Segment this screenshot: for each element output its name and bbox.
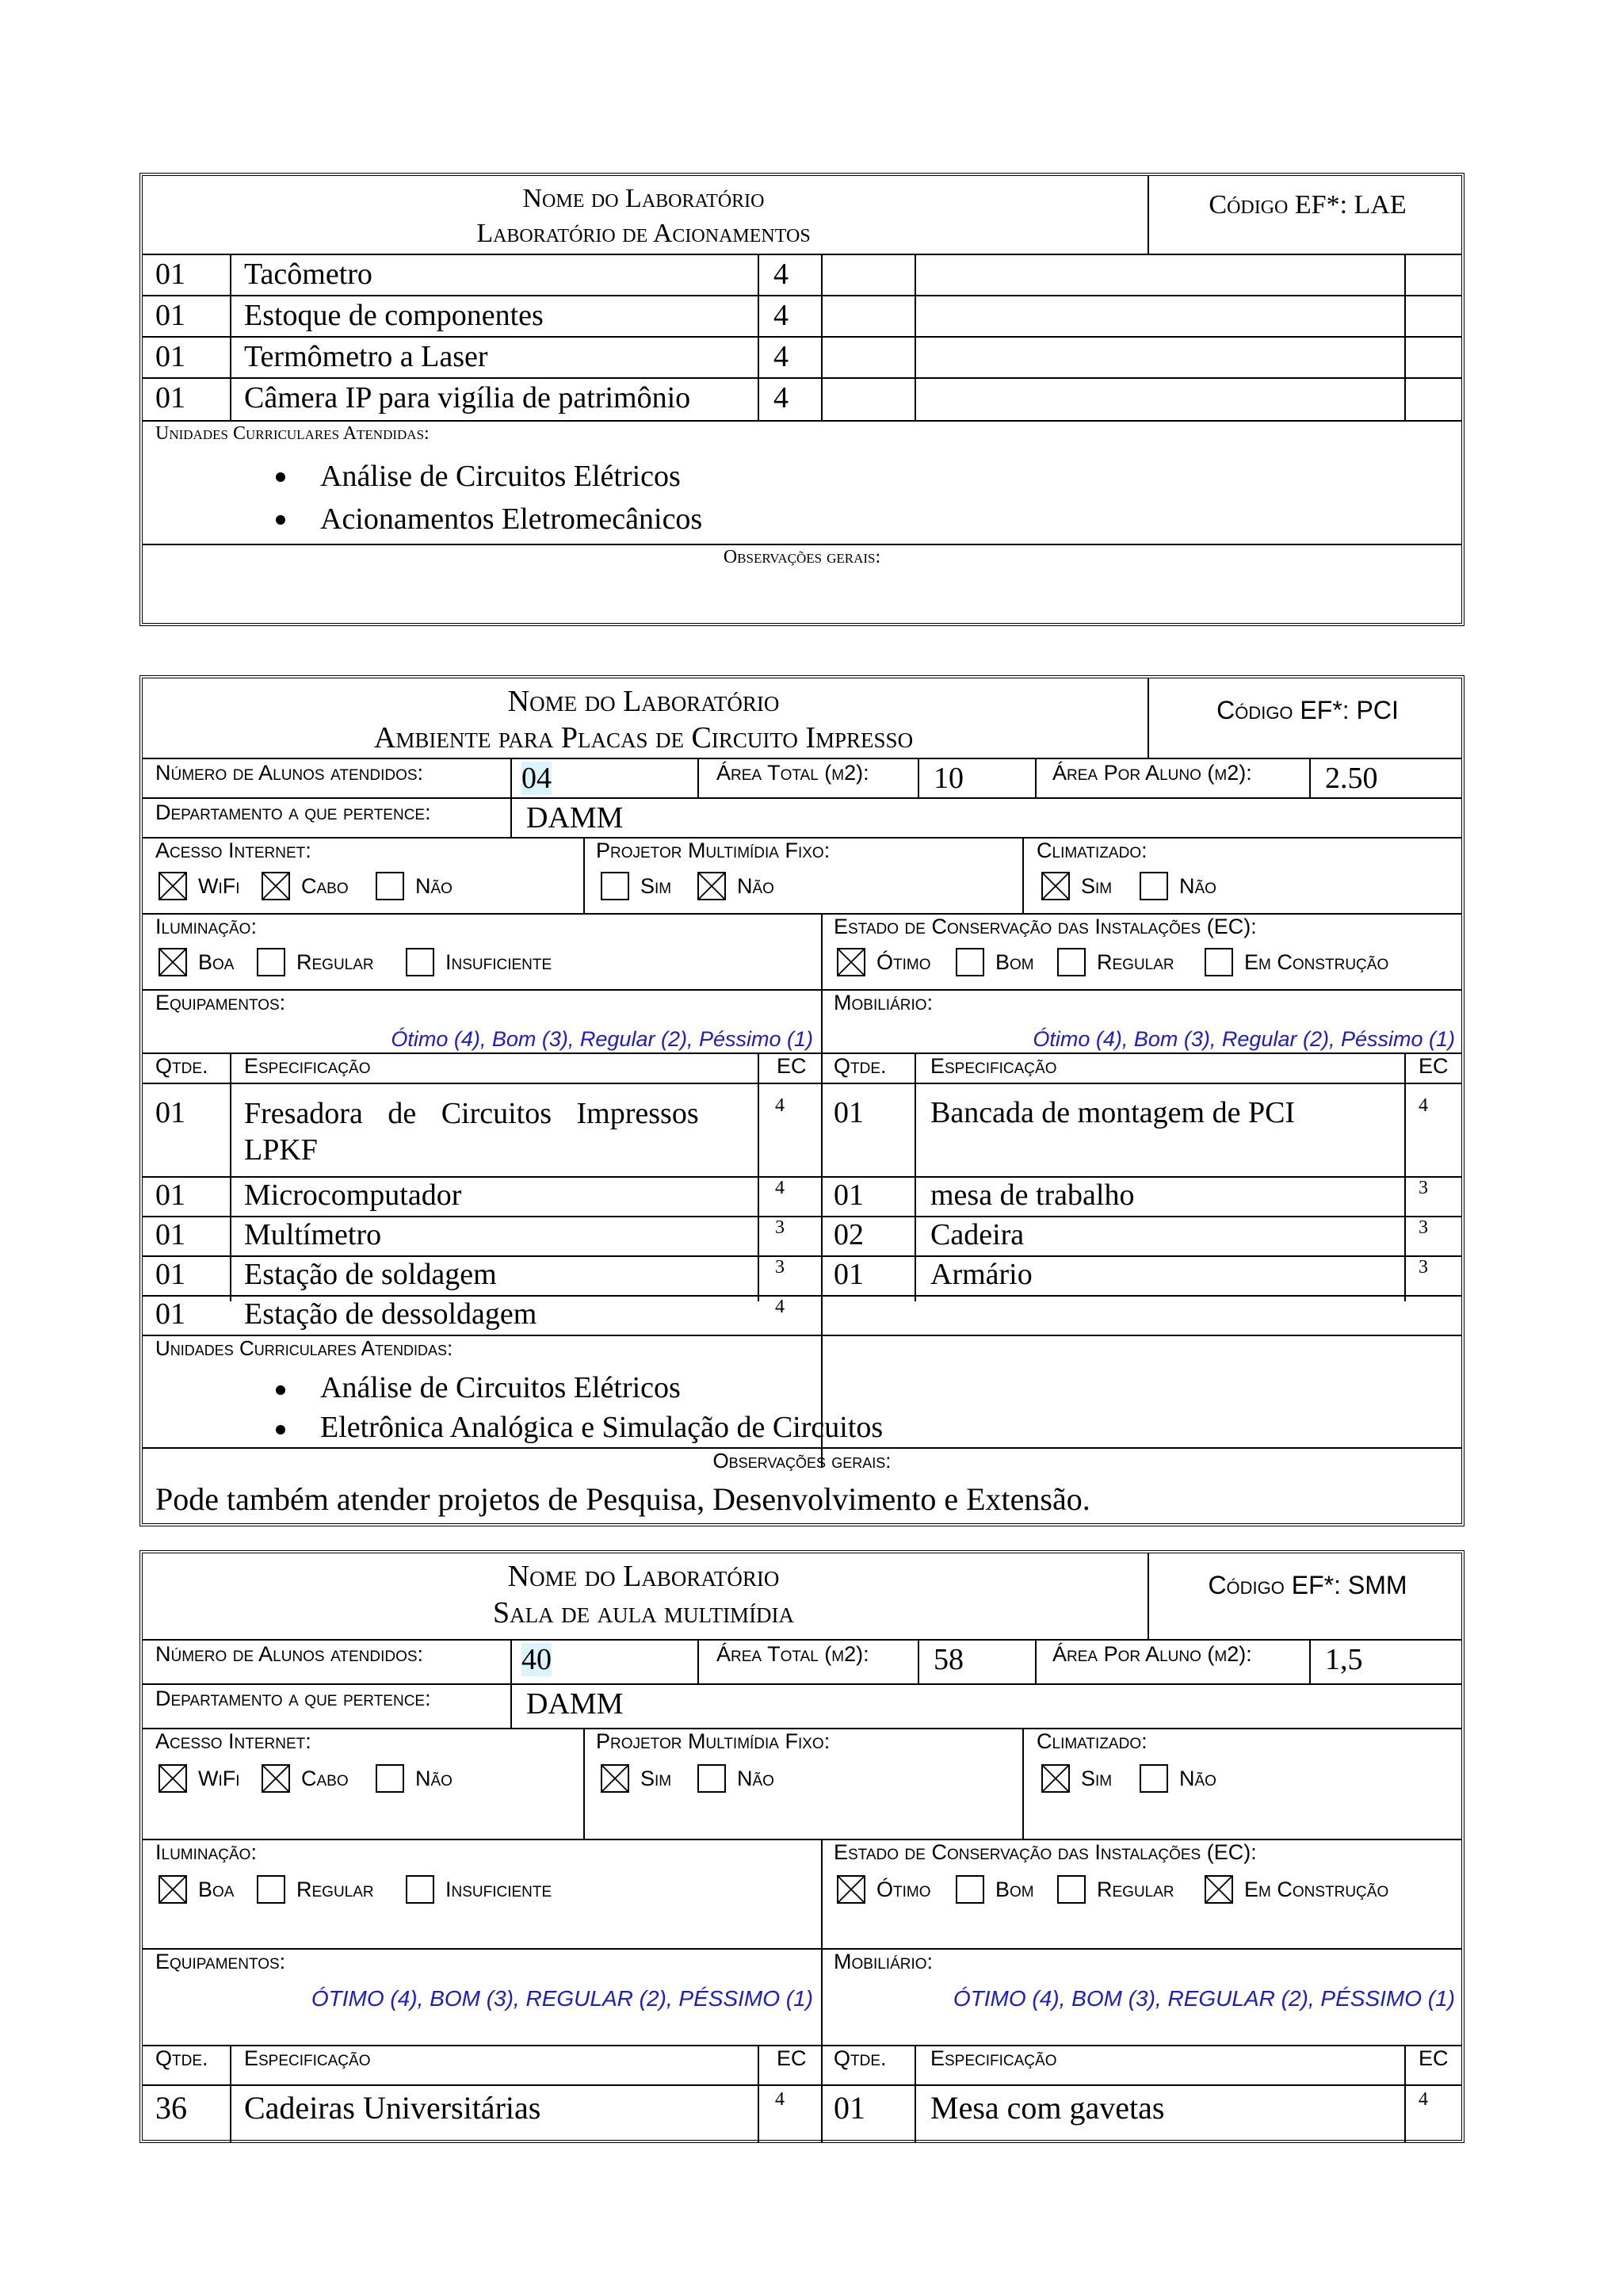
lab-code: Código EF*: SMM	[1208, 1571, 1407, 1599]
climate-label: Climatizado:	[1037, 1729, 1148, 1753]
col-ec: EC	[777, 2046, 807, 2070]
equipment-qty: 01	[155, 1179, 185, 1212]
lighting-boa-option[interactable]: Boa	[158, 1875, 234, 1904]
furniture-spec: Mesa com gavetas	[930, 2090, 1165, 2126]
internet-wifi-option[interactable]: WiFi	[158, 872, 240, 900]
equipment-ec: 4	[775, 1178, 785, 1198]
checkbox-empty-icon[interactable]	[956, 948, 984, 976]
lab-card-lae	[139, 173, 1465, 626]
checkbox-checked-icon[interactable]	[158, 872, 187, 900]
equipment-spec: Câmera IP para vigília de patrimônio	[244, 381, 691, 415]
checkbox-empty-icon[interactable]	[1057, 948, 1086, 976]
equipment-spec: Estoque de componentes	[244, 299, 544, 332]
equipment-qty: 36	[155, 2090, 187, 2126]
checkbox-checked-icon[interactable]	[158, 1875, 187, 1904]
col-qty: Qtde.	[834, 1054, 887, 1078]
dept-label: Departamento a que pertence:	[155, 1687, 431, 1710]
col-ec: EC	[1419, 1054, 1449, 1078]
internet-nao-option[interactable]: Não	[376, 872, 453, 900]
equipment-ec: 4	[775, 1297, 785, 1317]
observations-label: Observações gerais:	[712, 1449, 892, 1473]
furniture-qty: 01	[834, 1096, 864, 1129]
equipment-ec: 4	[775, 2089, 785, 2110]
lab-heading: Nome do Laboratório	[507, 685, 780, 718]
checkbox-empty-icon[interactable]	[406, 1875, 434, 1904]
equipment-spec: Termômetro a Laser	[244, 340, 488, 373]
dept-value: DAMM	[526, 801, 624, 835]
lab-name: Sala de aula multimídia	[492, 1596, 795, 1629]
climate-sim-option[interactable]: Sim	[1041, 872, 1112, 900]
furniture-spec: Armário	[930, 1258, 1033, 1291]
lighting-boa-option[interactable]: Boa	[158, 948, 234, 976]
lighting-regular-option[interactable]: Regular	[257, 1875, 374, 1904]
furniture-spec: mesa de trabalho	[930, 1179, 1135, 1212]
furniture-label: Mobiliário:	[834, 1950, 934, 1973]
equipment-spec: Estação de soldagem	[244, 1258, 497, 1291]
lab-card-pci	[139, 675, 1465, 1526]
state-em-construcao-option[interactable]: Em Construção	[1205, 1875, 1388, 1904]
state-otimo-option[interactable]: Ótimo	[837, 1875, 931, 1904]
equipment-spec: Microcomputador	[244, 1179, 462, 1212]
checkbox-empty-icon[interactable]	[1057, 1875, 1086, 1904]
checkbox-checked-icon[interactable]	[1205, 1875, 1233, 1904]
checkbox-empty-icon[interactable]	[956, 1875, 984, 1904]
furniture-label: Mobiliário:	[834, 991, 934, 1014]
equipment-qty: 01	[155, 340, 185, 373]
checkbox-checked-icon[interactable]	[601, 1764, 629, 1793]
lab-card-smm	[139, 1550, 1465, 2143]
climate-nao-option[interactable]: Não	[1140, 872, 1216, 900]
observations-text: Pode também atender projetos de Pesquisa, Desenvolvimento e Extensão.	[155, 1481, 1090, 1517]
lab-name: Ambiente para Placas de Circuito Impresso	[373, 721, 914, 755]
area-value: 10	[934, 762, 964, 795]
lighting-label: Iluminação:	[155, 915, 257, 938]
equipment-ec: 4	[775, 1095, 785, 1116]
state-label: Estado de Conservação das Instalações (EC):	[834, 1840, 1257, 1864]
checkbox-checked-icon[interactable]	[1041, 872, 1070, 900]
checkbox-checked-icon[interactable]	[1041, 1764, 1070, 1793]
equipment-ec: 4	[773, 340, 789, 373]
checkbox-empty-icon[interactable]	[1205, 948, 1233, 976]
furniture-ec: 4	[1419, 1095, 1428, 1116]
internet-cabo-option[interactable]: Cabo	[262, 872, 349, 900]
state-bom-option[interactable]: Bom	[956, 948, 1034, 976]
students-label: Número de Alunos atendidos:	[155, 761, 424, 785]
checkbox-checked-icon[interactable]	[697, 872, 726, 900]
equipment-ec: 3	[775, 1217, 785, 1238]
equipment-qty: 01	[155, 1218, 185, 1251]
furniture-spec: Bancada de montagem de PCI	[930, 1096, 1296, 1129]
area-per-label: Área Por Aluno (m2):	[1052, 761, 1252, 785]
unit-item: Acionamentos Eletromecânicos	[206, 498, 702, 541]
state-regular-option[interactable]: Regular	[1057, 1875, 1174, 1904]
furniture-scale: ÓTIMO (4), BOM (3), REGULAR (2), PÉSSIMO (1)	[953, 1986, 1455, 2011]
unit-item: Análise de Circuitos Elétricos	[206, 455, 702, 498]
equipment-ec: 4	[773, 299, 789, 332]
col-ec: EC	[777, 1054, 807, 1078]
col-ec: EC	[1419, 2046, 1449, 2070]
furniture-qty: 01	[834, 1179, 864, 1212]
equipment-spec	[244, 1095, 740, 1168]
col-qty: Qtde.	[155, 1054, 208, 1078]
internet-label: Acesso Internet:	[155, 839, 311, 862]
equipment-spec-line: LPKF	[244, 1133, 318, 1167]
students-value: 04	[521, 762, 552, 795]
projector-sim-option[interactable]: Sim	[601, 1764, 671, 1793]
projector-label: Projetor Multimídia Fixo:	[596, 839, 831, 862]
projector-nao-option[interactable]: Não	[697, 1764, 774, 1793]
state-otimo-option[interactable]: Ótimo	[837, 948, 931, 976]
internet-label: Acesso Internet:	[155, 1729, 311, 1753]
lab-heading: Nome do Laboratório	[522, 184, 765, 213]
equipment-label: Equipamentos:	[155, 1950, 286, 1973]
checkbox-checked-icon[interactable]	[158, 948, 187, 976]
students-value: 40	[521, 1643, 552, 1676]
checkbox-empty-icon[interactable]	[601, 872, 629, 900]
unit-item: Análise de Circuitos Elétricos	[206, 1368, 883, 1408]
checkbox-checked-icon[interactable]	[262, 1764, 290, 1793]
area-value: 58	[934, 1643, 964, 1676]
lighting-insuficiente-option[interactable]: Insuficiente	[406, 1875, 552, 1904]
checkbox-empty-icon[interactable]	[376, 872, 404, 900]
checkbox-checked-icon[interactable]	[837, 948, 865, 976]
equipment-scale: Ótimo (4), Bom (3), Regular (2), Péssimo (1)	[391, 1027, 813, 1051]
equipment-ec: 4	[773, 381, 789, 415]
equipment-ec: 4	[773, 258, 789, 291]
equipment-spec: Estação de dessoldagem	[244, 1297, 537, 1331]
equipment-label: Equipamentos:	[155, 991, 286, 1014]
unit-item: Eletrônica Analógica e Simulação de Circuitos	[206, 1408, 883, 1447]
furniture-ec: 3	[1419, 1178, 1428, 1198]
lab-code: Código EF*: LAE	[1209, 190, 1407, 220]
area-per-value: 1,5	[1325, 1643, 1363, 1676]
internet-wifi-option[interactable]: WiFi	[158, 1764, 240, 1793]
area-per-label: Área Por Aluno (m2):	[1052, 1642, 1252, 1666]
furniture-qty: 01	[834, 2090, 865, 2126]
lighting-label: Iluminação:	[155, 1840, 257, 1864]
checkbox-empty-icon[interactable]	[406, 948, 434, 976]
state-label: Estado de Conservação das Instalações (EC):	[834, 915, 1257, 938]
internet-nao-option[interactable]: Não	[376, 1764, 453, 1793]
equipment-spec-line: Fresadora de Circuitos Impressos	[244, 1097, 699, 1130]
furniture-spec: Cadeira	[930, 1218, 1025, 1251]
equipment-qty: 01	[155, 258, 185, 291]
climate-sim-option[interactable]: Sim	[1041, 1764, 1112, 1793]
state-em-construcao-option[interactable]: Em Construção	[1205, 948, 1388, 976]
furniture-qty: 02	[834, 1218, 864, 1251]
equipment-spec: Multímetro	[244, 1218, 382, 1251]
furniture-ec: 4	[1419, 2089, 1428, 2110]
col-spec: Especificação	[244, 1054, 371, 1078]
dept-label: Departamento a que pertence:	[155, 800, 431, 824]
equipment-qty: 01	[155, 1096, 185, 1129]
checkbox-empty-icon[interactable]	[257, 948, 285, 976]
lighting-regular-option[interactable]: Regular	[257, 948, 374, 976]
area-per-value: 2.50	[1325, 762, 1378, 795]
checkbox-empty-icon[interactable]	[1140, 1764, 1168, 1793]
equipment-qty: 01	[155, 1258, 185, 1291]
checkbox-empty-icon[interactable]	[257, 1875, 285, 1904]
checkbox-empty-icon[interactable]	[697, 1764, 726, 1793]
projector-label: Projetor Multimídia Fixo:	[596, 1729, 831, 1753]
area-label: Área Total (m2):	[716, 761, 869, 785]
lab-code: Código EF*: PCI	[1216, 696, 1399, 724]
dept-value: DAMM	[526, 1687, 624, 1721]
internet-cabo-option[interactable]: Cabo	[262, 1764, 349, 1793]
lab-heading: Nome do Laboratório	[507, 1560, 780, 1593]
students-label: Número de Alunos atendidos:	[155, 1642, 424, 1666]
lighting-insuficiente-option[interactable]: Insuficiente	[406, 948, 552, 976]
observations-label: Observações gerais:	[723, 547, 881, 567]
equipment-qty: 01	[155, 381, 185, 415]
col-qty: Qtde.	[834, 2046, 887, 2070]
area-label: Área Total (m2):	[716, 1642, 869, 1666]
units-label: Unidades Curriculares Atendidas:	[155, 1336, 453, 1360]
equipment-spec: Tacômetro	[244, 258, 372, 291]
equipment-scale: ÓTIMO (4), BOM (3), REGULAR (2), PÉSSIMO (1)	[311, 1986, 813, 2011]
col-qty: Qtde.	[155, 2046, 208, 2070]
state-regular-option[interactable]: Regular	[1057, 948, 1174, 976]
units-list	[206, 1368, 883, 1447]
checkbox-checked-icon[interactable]	[262, 872, 290, 900]
checkbox-empty-icon[interactable]	[376, 1764, 404, 1793]
equipment-qty: 01	[155, 1297, 185, 1331]
equipment-spec: Cadeiras Universitárias	[244, 2090, 541, 2126]
checkbox-empty-icon[interactable]	[1140, 872, 1168, 900]
col-spec: Especificação	[930, 1054, 1057, 1078]
units-list	[206, 455, 702, 541]
checkbox-checked-icon[interactable]	[837, 1875, 865, 1904]
units-label: Unidades Curriculares Atendidas:	[155, 423, 430, 444]
furniture-scale: Ótimo (4), Bom (3), Regular (2), Péssimo (1)	[1033, 1027, 1455, 1051]
climate-nao-option[interactable]: Não	[1140, 1764, 1216, 1793]
checkbox-checked-icon[interactable]	[158, 1764, 187, 1793]
equipment-qty: 01	[155, 299, 185, 332]
furniture-qty: 01	[834, 1258, 864, 1291]
furniture-ec: 3	[1419, 1217, 1428, 1238]
projector-nao-option[interactable]: Não	[697, 872, 774, 900]
climate-label: Climatizado:	[1037, 839, 1148, 862]
col-spec: Especificação	[244, 2046, 371, 2070]
equipment-ec: 3	[775, 1257, 785, 1278]
lab-name: Laboratório de Acionamentos	[476, 219, 811, 248]
projector-sim-option[interactable]: Sim	[601, 872, 671, 900]
furniture-ec: 3	[1419, 1257, 1428, 1278]
col-spec: Especificação	[930, 2046, 1057, 2070]
state-bom-option[interactable]: Bom	[956, 1875, 1034, 1904]
